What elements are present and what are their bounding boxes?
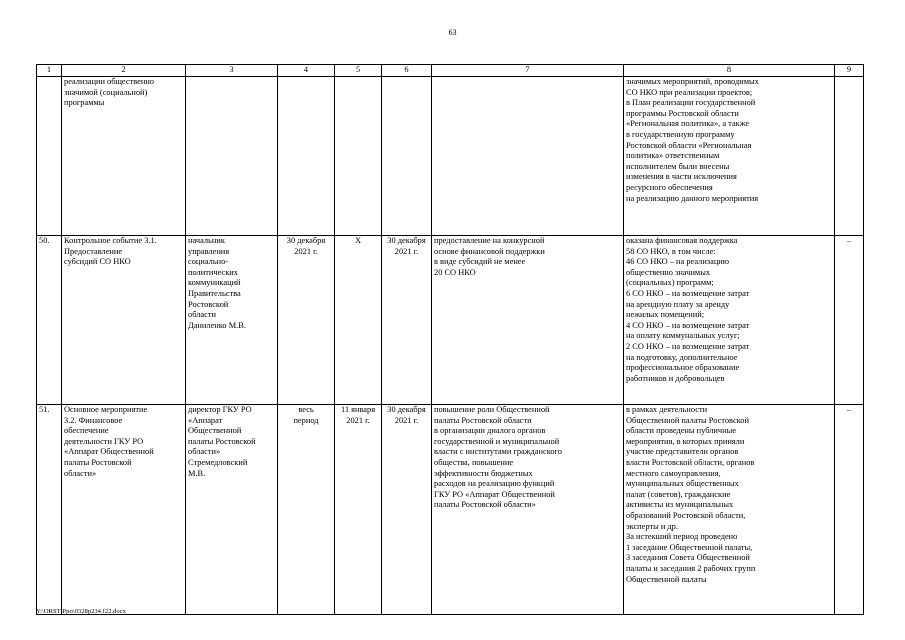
notes: –: [835, 405, 864, 615]
start-date: [335, 77, 382, 236]
responsible: директор ГКУ РО «Аппарат Общественной палаты Ростовской области» Стремедловский М.В.: [186, 405, 278, 615]
actual-result: оказана финансовая поддержка 58 СО НКО, в том числе: 46 СО НКО – на реализацию общественно значимых (социальных) программ; 6 СО НКО – на возмещение затрат на арендную плату за аренду нежилых помещений; 4 СО НКО – на возмещение затрат на оплату коммунальных услуг; 2 СО НКО – на возмещение затрат на подготовку, дополнительное профессиональное образование работников и добровольцев: [624, 236, 835, 405]
column-header: 3: [186, 65, 278, 77]
expected-result: [432, 77, 624, 236]
row-number: 50.: [37, 236, 62, 405]
responsible: [186, 77, 278, 236]
expected-result: предоставление на конкурсной основе финансовой поддержки в виде субсидий не менее 20 СО НКО: [432, 236, 624, 405]
responsible: начальник управления социально- политических коммуникаций Правительства Ростовской области Даниленко М.В.: [186, 236, 278, 405]
column-header: 5: [335, 65, 382, 77]
report-table: [36, 64, 864, 615]
end-date: 30 декабря 2021 г.: [382, 405, 432, 615]
table-header-row: [37, 65, 864, 77]
end-date: 30 декабря 2021 г.: [382, 236, 432, 405]
event-name: Контрольное событие 3.1. Предоставление субсидий СО НКО: [62, 236, 186, 405]
column-header: 9: [835, 65, 864, 77]
column-header: 8: [624, 65, 835, 77]
notes: [835, 77, 864, 236]
table-row: [37, 405, 864, 615]
table-row: [37, 236, 864, 405]
actual-result: значимых мероприятий, проводимых СО НКО при реализации проектов; в План реализации государственной программы Ростовской области «Региональная политика», а также в государственную программу Ростовской области «Региональная политика» ответственным исполнителем были внесены изменения в части исключения ресурсного обеспечения на реализацию данного мероприятия: [624, 77, 835, 236]
planned-date: весь период: [278, 405, 335, 615]
page-number: 63: [448, 28, 457, 37]
planned-date: [278, 77, 335, 236]
column-header: 1: [37, 65, 62, 77]
column-header: 2: [62, 65, 186, 77]
end-date: [382, 77, 432, 236]
expected-result: повышение роли Общественной палаты Ростовской области в организации диалога органов государственной и муниципальной власти с институтами гражданского общества, повышение эффективности бюджетных расходов на реализацию функций ГКУ РО «Аппарат Общественной палаты Ростовской области»: [432, 405, 624, 615]
column-header: 4: [278, 65, 335, 77]
column-header: 6: [382, 65, 432, 77]
row-number: 51.: [37, 405, 62, 615]
actual-result: в рамках деятельности Общественной палаты Ростовской области проведены публичные мероприятия, в которых приняли участие представители органов власти Ростовской области, органов местного самоуправления, муниципальных общественных палат (советов), гражданские активисты из муниципальных образований Ростовской области, эксперты и др. За истекший период проведено 1 заседание Общественной палаты, 3 заседания Совета Общественной палаты и заседания 2 рабочих групп Общественной палаты: [624, 405, 835, 615]
row-number: [37, 77, 62, 236]
event-name: реализации общественно значимой (социальной) программы: [62, 77, 186, 236]
planned-date: 30 декабря 2021 г.: [278, 236, 335, 405]
document-path: Y:\ORST\Ppo\0328p234.f22.docx: [36, 608, 126, 615]
event-name: Основное мероприятие 3.2. Финансовое обеспечение деятельности ГКУ РО «Аппарат Общественной палаты Ростовской области»: [62, 405, 186, 615]
notes: –: [835, 236, 864, 405]
start-date: 11 января 2021 г.: [335, 405, 382, 615]
table-row: [37, 77, 864, 236]
start-date: Х: [335, 236, 382, 405]
column-header: 7: [432, 65, 624, 77]
